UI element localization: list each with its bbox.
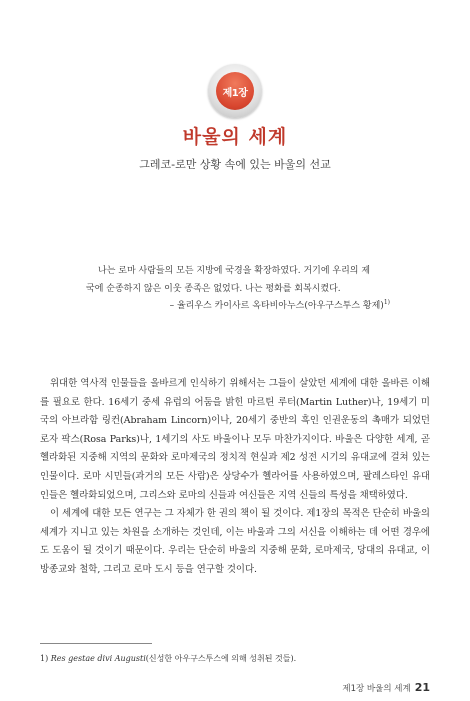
body-paragraph-2: 이 세계에 대한 모든 연구는 그 자체가 한 권의 책이 될 것이다. 제1장의 목적은 단순히 바울의 세계가 지니고 있는 차원을 소개하는 것인데, 이는 바울과 그의 서신을 이해하는 데 어떤 경우에도 도움이 될 것이기 때문이다. 우리는 단순히 바울의 지중해 문화, 로마제국, 당대의 유대교, 이방종교와 철학, 그리고 로마 도시 등을 연구할 것이다. bbox=[40, 508, 430, 575]
chapter-badge-label: 제1장 bbox=[216, 72, 254, 110]
epigraph-attribution bbox=[150, 298, 390, 311]
footnote bbox=[40, 653, 430, 664]
body-paragraph-1: 위대한 역사적 인물들을 올바르게 인식하기 위해서는 그들이 살았던 세계에 대한 올바른 이해를 필요로 한다. 16세기 중세 유럽의 어둠을 밝힌 마르틴 루터(Martin Luther)나, 19세기 미국의 아브라함 링컨(Abraham Lincorn)이나, 20세기 중반의 흑인 인권운동의 촉매가 되었던 로자 팍스(Rosa Parks)나, 1세기의 사도 바울이나 모두 마찬가지이다. 바울은 다양한 세계, 곧 헬라화된 지중해 지역의 문화와 로마제국의 정치적 현실과 제2 성전 시기의 유대교에 걸쳐 있는 인물이다. 로마 시민들(과거의 모든 사람)은 상당수가 헬라어를 사용하였으며, 팔레스타인 유대인들은 헬라화되었으며, 그리스와 로마의 신들과 여신들은 지역 신들의 특성을 채택하였다. bbox=[40, 378, 430, 501]
running-footer bbox=[342, 681, 430, 694]
epigraph-line-2: 국에 순종하지 않은 이웃 종족은 없었다. 나는 평화를 회복시켰다. bbox=[86, 284, 341, 294]
body-text bbox=[40, 375, 430, 580]
page-number: 21 bbox=[414, 681, 430, 694]
chapter-title: 바울의 세계 bbox=[182, 126, 288, 148]
running-header-text: 제1장 바울의 세계 bbox=[342, 684, 411, 694]
epigraph-line-1: 나는 로마 사람들의 모든 지방에 국경을 확장하였다. 거기에 우리의 제 bbox=[98, 266, 371, 276]
footnote-title: Res gestae divi Augusti bbox=[50, 654, 146, 663]
attribution-text: – 율리우스 카이사르 옥타비아누스(아우구스투스 황제) bbox=[169, 301, 384, 311]
chapter-subtitle: 그레코-로만 상황 속에 있는 바울의 선교 bbox=[139, 158, 331, 171]
footnote-marker: 1) bbox=[40, 654, 49, 663]
footnote-text: (신성한 아우구스투스에 의해 성취된 것들). bbox=[145, 654, 297, 663]
epigraph bbox=[86, 262, 386, 298]
chapter-badge bbox=[208, 64, 262, 118]
attribution-footnote-ref: 1) bbox=[383, 299, 390, 306]
footnote-rule bbox=[40, 643, 152, 644]
